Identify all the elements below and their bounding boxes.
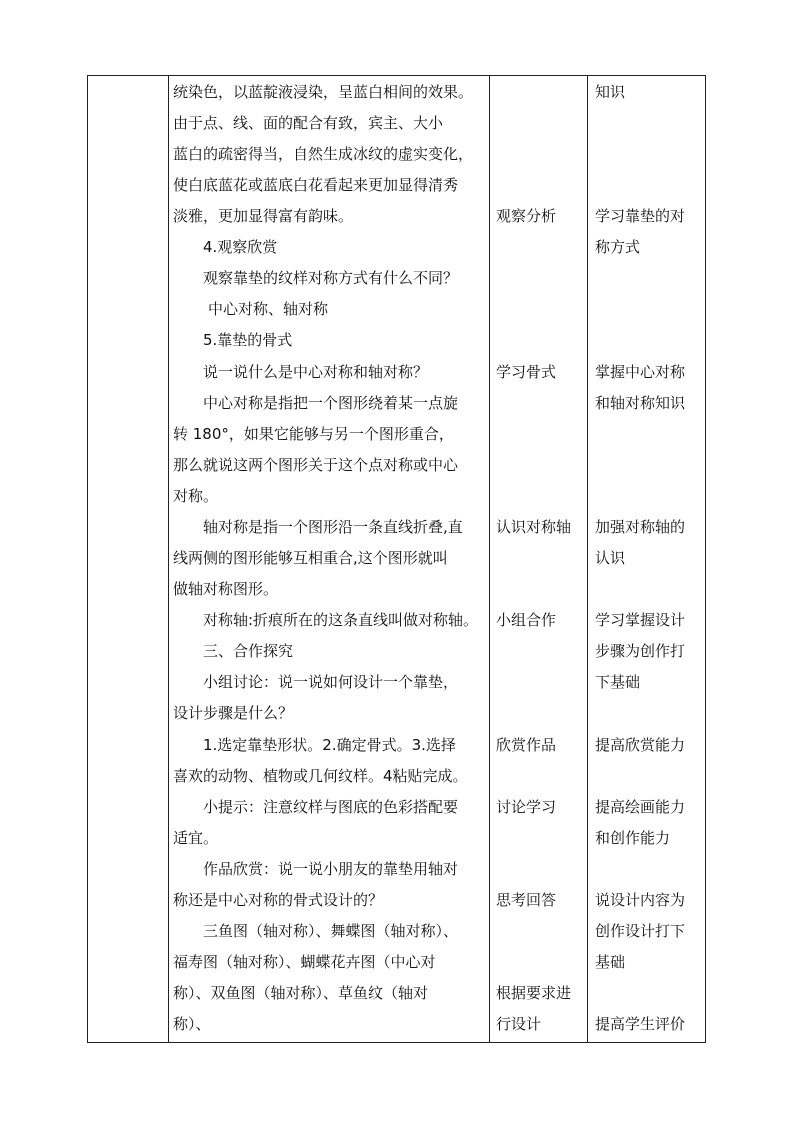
content-line: 作品欣赏：说一说小朋友的靠垫用轴对 — [203, 860, 459, 878]
student-activity-line: 讨论学习 — [496, 798, 557, 816]
purpose-line: 知识 — [595, 83, 626, 101]
content-line: 三鱼图（轴对称）、舞蝶图（轴对称）、 — [203, 922, 459, 940]
student-activity-line: 小组合作 — [496, 611, 557, 629]
content-line: 转 180°，如果它能够与另一个图形重合， — [173, 425, 454, 443]
purpose-line: 提高欣赏能力 — [595, 736, 686, 754]
content-line: 蓝白的疏密得当，自然生成冰纹的虚实变化， — [173, 145, 474, 163]
content-line: 由于点、线、面的配合有致，宾主、大小 — [173, 114, 444, 132]
student-activity-line: 认识对称轴 — [496, 518, 572, 536]
purpose-line: 和创作能力 — [595, 829, 671, 847]
purpose-line: 和轴对称知识 — [595, 394, 686, 412]
content-line: 三、合作探究 — [203, 642, 294, 660]
content-line: 喜欢的动物、植物或几何纹样。4粘贴完成。 — [173, 767, 468, 785]
content-line: 适宜。 — [173, 829, 219, 847]
content-line: 4.观察欣赏 — [203, 238, 278, 256]
content-line: 称）、 — [173, 1015, 211, 1033]
content-line: 中心对称、轴对称 — [208, 300, 329, 318]
content-line: 对称轴:折痕所在的这条直线叫做对称轴。 — [203, 611, 479, 629]
content-line: 淡雅，更加显得富有韵味。 — [173, 207, 354, 225]
content-line: 对称。 — [173, 487, 219, 505]
purpose-line: 称方式 — [595, 238, 641, 256]
content-line: 观察靠垫的纹样对称方式有什么不同？ — [203, 269, 459, 287]
purpose-line: 说设计内容为 — [595, 891, 686, 909]
column-divider — [587, 76, 588, 1042]
purpose-line: 步骤为创作打 — [595, 642, 686, 660]
student-activity-line: 行设计 — [496, 1015, 542, 1033]
purpose-line: 学习靠垫的对 — [595, 207, 686, 225]
content-line: 小组讨论：说一说如何设计一个靠垫， — [203, 673, 459, 691]
purpose-line: 学习掌握设计 — [595, 611, 686, 629]
content-line: 轴对称是指一个图形沿一条直线折叠,直 — [203, 518, 463, 536]
student-activity-line: 思考回答 — [496, 891, 557, 909]
content-line: 使白底蓝花或蓝底白花看起来更加显得清秀 — [173, 176, 459, 194]
purpose-line: 提高绘画能力 — [595, 798, 686, 816]
purpose-line: 认识 — [595, 549, 626, 567]
purpose-line: 提高学生评价 — [595, 1015, 686, 1033]
student-activity-line: 学习骨式 — [496, 363, 557, 381]
content-line: 1.选定靠垫形状。2.确定骨式。3.选择 — [203, 736, 456, 754]
content-line: 那么就说这两个图形关于这个点对称或中心 — [173, 456, 459, 474]
content-line: 中心对称是指把一个图形绕着某一点旋 — [203, 394, 459, 412]
content-line: 小提示：注意纹样与图底的色彩搭配要 — [203, 798, 459, 816]
content-line: 福寿图（轴对称）、蝴蝶花卉图（中心对 — [173, 953, 436, 971]
content-line: 统染色，以蓝靛液浸染，呈蓝白相间的效果。 — [173, 83, 474, 101]
content-line: 设计步骤是什么？ — [173, 704, 294, 722]
content-line: 称还是中心对称的骨式设计的？ — [173, 891, 384, 909]
purpose-line: 创作设计打下 — [595, 922, 686, 940]
student-activity-line: 欣赏作品 — [496, 736, 557, 754]
purpose-line: 加强对称轴的 — [595, 518, 686, 536]
content-line: 做轴对称图形。 — [173, 580, 279, 598]
purpose-line: 掌握中心对称 — [595, 363, 686, 381]
column-divider — [489, 76, 490, 1042]
content-line: 说一说什么是中心对称和轴对称？ — [203, 363, 429, 381]
content-line: 线两侧的图形能够互相重合,这个图形就叫 — [173, 549, 448, 567]
student-activity-line: 根据要求进 — [496, 984, 572, 1002]
purpose-line: 下基础 — [595, 673, 641, 691]
student-activity-line: 观察分析 — [496, 207, 557, 225]
content-line: 称）、双鱼图（轴对称）、草鱼纹（轴对 — [173, 984, 429, 1002]
column-divider — [168, 76, 169, 1042]
purpose-line: 基础 — [595, 953, 626, 971]
content-line: 5.靠垫的骨式 — [203, 331, 293, 349]
lesson-plan-table — [87, 75, 706, 1043]
